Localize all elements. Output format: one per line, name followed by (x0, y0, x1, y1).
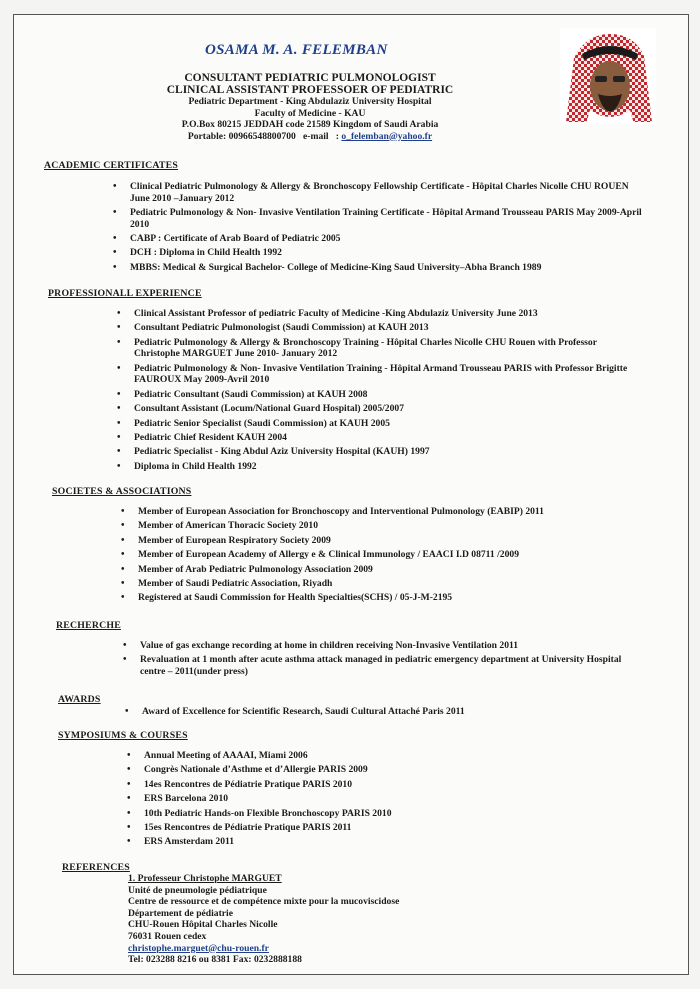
list-item: • Pediatric Specialist - King Abdul Aziz University Hospital (KAUH) 1997 (134, 446, 644, 458)
list-item: • DCH : Diploma in Child Health 1992 (130, 247, 644, 259)
list-item: • Clinical Pediatric Pulmonology & Allergy & Bronchoscopy Fellowship Certificate - Hôpital Charles Nicolle CHU ROUEN June 2010 –January 2012 (130, 181, 644, 204)
list-item: • Pediatric Pulmonology & Non- Invasive Ventilation Training Certificate - Hôpital Armand Trousseau PARIS May 2009-April 2010 (130, 207, 644, 230)
list-item: • MBBS: Medical & Surgical Bachelor- College of Medicine-King Saud University–Abha Branch 1989 (130, 262, 644, 274)
list-item: • Member of Arab Pediatric Pulmonology Association 2009 (138, 564, 644, 576)
reference-block (128, 873, 622, 966)
academic-title: CLINICAL ASSISTANT PROFESSOER OF PEDIATRIC (166, 84, 454, 96)
list-item: • 10th Pediatric Hands-on Flexible Bronchoscopy PARIS 2010 (144, 808, 638, 820)
list-item: • Pediatric Chief Resident KAUH 2004 (134, 432, 644, 444)
list-item: • Pediatric Consultant (Saudi Commission) at KAUH 2008 (134, 389, 644, 401)
awards-heading: AWARDS (58, 694, 101, 705)
list-item: • Clinical Assistant Professor of pediatric Faculty of Medicine -King Abdulaziz University June 2013 (134, 308, 644, 320)
academic-section (44, 160, 644, 276)
references-section (62, 862, 622, 966)
contact-line (120, 131, 500, 143)
faculty-line: Faculty of Medicine - KAU (254, 107, 366, 119)
list-item: • Annual Meeting of AAAAI, Miami 2006 (144, 750, 638, 762)
address-line: P.O.Box 80215 JEDDAH code 21589 Kingdom of Saudi Arabia (181, 119, 439, 130)
phone-text: Portable: 00966548800700 (187, 130, 296, 142)
list-item: • Pediatric Senior Specialist (Saudi Commission) at KAUH 2005 (134, 418, 644, 430)
research-heading: RECHERCHE (56, 620, 121, 631)
references-heading: REFERENCES (62, 862, 130, 873)
awards-section (58, 694, 638, 720)
reference-line: CHU-Rouen Hôpital Charles Nicolle (128, 919, 278, 931)
list-item: • Value of gas exchange recording at home in children receiving Non-Invasive Ventilation 2011 (140, 640, 640, 652)
list-item: • Registered at Saudi Commission for Health Specialties(SCHS) / 05-J-M-2195 (138, 592, 644, 604)
list-item: • Consultant Pediatric Pulmonologist (Saudi Commission) at KAUH 2013 (134, 322, 644, 334)
list-item: • Consultant Assistant (Locum/National Guard Hospital) 2005/2007 (134, 403, 644, 415)
list-item: • Congrès Nationale d’Asthme et d’Allergie PARIS 2009 (144, 764, 638, 776)
list-item: • ERS Amsterdam 2011 (144, 836, 638, 848)
reference-name: 1. Professeur Christophe MARGUET (128, 873, 282, 884)
research-section (56, 620, 640, 680)
email-separator: : (335, 130, 339, 142)
candidate-name: OSAMA M. A. FELEMBAN (205, 42, 388, 58)
reference-line: Département de pédiatrie (128, 907, 233, 919)
reference-line: Unité de pneumologie pédiatrique (128, 884, 267, 896)
list-item: • Pediatric Pulmonology & Allergy & Bronchoscopy Training - Hôpital Charles Nicolle CHU Rouen with Professor Christophe MARGUET June 2010- January 2012 (134, 337, 644, 360)
list-item: • Revaluation at 1 month after acute asthma attack managed in pediatric emergency department at University Hospital centre – 2011(under press) (140, 654, 640, 677)
symposiums-list (144, 750, 638, 848)
email-link[interactable]: o_felemban@yahoo.fr (341, 130, 433, 142)
reference-line: 76031 Rouen cedex (128, 930, 207, 942)
list-item: • Award of Excellence for Scientific Research, Saudi Cultural Attaché Paris 2011 (142, 706, 638, 718)
list-item: • Member of European Academy of Allergy e & Clinical Immunology / EAACI I.D 08711 /2009 (138, 549, 644, 561)
profile-photo (560, 28, 656, 124)
awards-list (142, 706, 638, 718)
job-title: CONSULTANT PEDIATRIC PULMONOLOGIST (184, 72, 436, 84)
academic-heading: ACADEMIC CERTIFICATES (44, 160, 179, 171)
societies-section (52, 486, 644, 607)
societies-list (138, 506, 644, 604)
department-line: Pediatric Department - King Abdulaziz University Hospital (188, 96, 432, 107)
email-label: e-mail (303, 130, 329, 142)
symposiums-section (58, 730, 638, 851)
experience-heading: PROFESSIONALL EXPERIENCE (48, 288, 202, 299)
experience-list (134, 308, 644, 472)
header-block (120, 72, 500, 142)
list-item: • Member of European Association for Bronchoscopy and Interventional Pulmonology (EABIP) 2011 (138, 506, 644, 518)
list-item: • Member of American Thoracic Society 2010 (138, 520, 644, 532)
list-item: • Member of European Respiratory Society 2009 (138, 535, 644, 547)
symposiums-heading: SYMPOSIUMS & COURSES (58, 730, 188, 741)
list-item: • Pediatric Pulmonology & Non- Invasive Ventilation Training - Hôpital Armand Trousseau PARIS with Professor Brigitte FAUROUX May 2009-Avril 2010 (134, 363, 644, 386)
reference-line: Centre de ressource et de compétence mixte pour la mucoviscidose (128, 896, 400, 908)
list-item: • Member of Saudi Pediatric Association, Riyadh (138, 578, 644, 590)
list-item: • Diploma in Child Health 1992 (134, 461, 644, 473)
list-item: • 15es Rencontres de Pédiatrie Pratique PARIS 2011 (144, 822, 638, 834)
reference-email-link[interactable]: christophe.marguet@chu-rouen.fr (128, 942, 269, 954)
societies-heading: SOCIETES & ASSOCIATIONS (52, 486, 192, 497)
list-item: • 14es Rencontres de Pédiatrie Pratique PARIS 2010 (144, 779, 638, 791)
list-item: • CABP : Certificate of Arab Board of Pediatric 2005 (130, 233, 644, 245)
experience-section (48, 288, 644, 475)
list-item: • ERS Barcelona 2010 (144, 793, 638, 805)
research-list (140, 640, 640, 678)
academic-list (130, 181, 644, 273)
reference-phone: Tel: 023288 8216 ou 8381 Fax: 0232888188 (128, 954, 302, 966)
